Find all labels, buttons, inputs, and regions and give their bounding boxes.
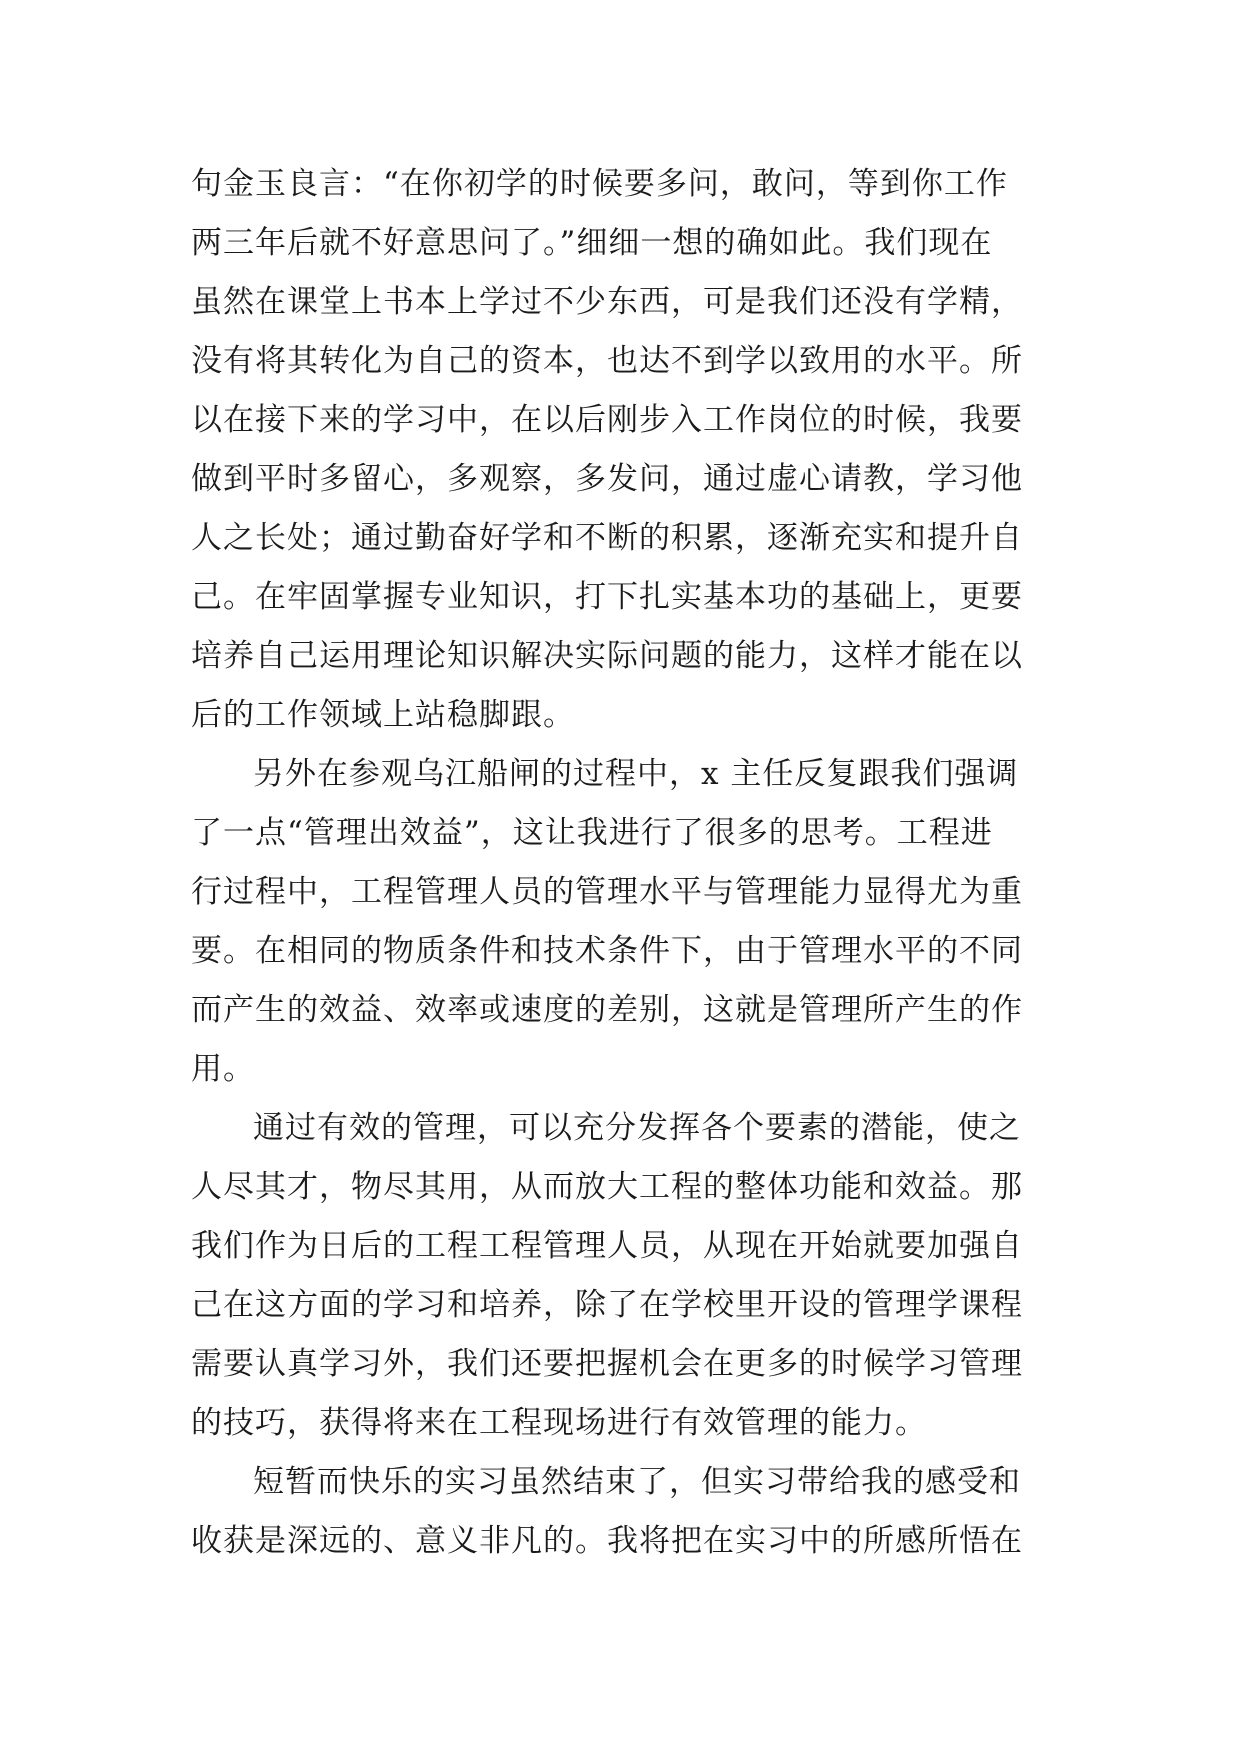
text-line: 另外在参观乌江船闸的过程中，x 主任反复跟我们强调	[253, 756, 1019, 792]
paragraph-2	[191, 745, 1051, 1099]
text-line: 两三年后就不好意思问了。”细细一想的确如此。我们现在	[191, 225, 993, 261]
text-line: 需要认真学习外，我们还要把握机会在更多的时候学习管理	[191, 1346, 1023, 1382]
paragraph-3	[191, 1099, 1051, 1453]
text-line: 没有将其转化为自己的资本，也达不到学以致用的水平。所	[191, 343, 1023, 379]
text-line: 收获是深远的、意义非凡的。我将把在实习中的所感所悟在	[191, 1523, 1023, 1559]
text-line: 行过程中，工程管理人员的管理水平与管理能力显得尤为重	[191, 874, 1023, 910]
text-line: 以在接下来的学习中，在以后刚步入工作岗位的时候，我要	[191, 402, 1023, 438]
text-line: 的技巧，获得将来在工程现场进行有效管理的能力。	[191, 1405, 927, 1441]
document-body	[191, 155, 1051, 1571]
text-line: 人之长处；通过勤奋好学和不断的积累，逐渐充实和提升自	[191, 520, 1023, 556]
text-line: 用。	[191, 1051, 255, 1087]
text-line: 虽然在课堂上书本上学过不少东西，可是我们还没有学精，	[191, 284, 1023, 320]
text-line: 而产生的效益、效率或速度的差别，这就是管理所产生的作	[191, 992, 1023, 1028]
text-line: 句金玉良言：“在你初学的时候要多问，敢问，等到你工作	[191, 166, 1008, 202]
text-line: 己。在牢固掌握专业知识，打下扎实基本功的基础上，更要	[191, 579, 1023, 615]
text-line: 己在这方面的学习和培养，除了在学校里开设的管理学课程	[191, 1287, 1023, 1323]
text-line: 后的工作领域上站稳脚跟。	[191, 697, 575, 733]
paragraph-1	[191, 155, 1051, 745]
text-line: 通过有效的管理，可以充分发挥各个要素的潜能，使之	[253, 1110, 1021, 1146]
text-line: 做到平时多留心，多观察，多发问，通过虚心请教，学习他	[191, 461, 1023, 497]
text-line: 培养自己运用理论知识解决实际问题的能力，这样才能在以	[191, 638, 1023, 674]
text-line: 了一点“管理出效益”，这让我进行了很多的思考。工程进	[191, 815, 993, 851]
text-line: 人尽其才，物尽其用，从而放大工程的整体功能和效益。那	[191, 1169, 1023, 1205]
paragraph-4	[191, 1453, 1051, 1571]
text-line: 要。在相同的物质条件和技术条件下，由于管理水平的不同	[191, 933, 1023, 969]
text-line: 我们作为日后的工程工程管理人员，从现在开始就要加强自	[191, 1228, 1023, 1264]
text-line: 短暂而快乐的实习虽然结束了，但实习带给我的感受和	[253, 1464, 1021, 1500]
